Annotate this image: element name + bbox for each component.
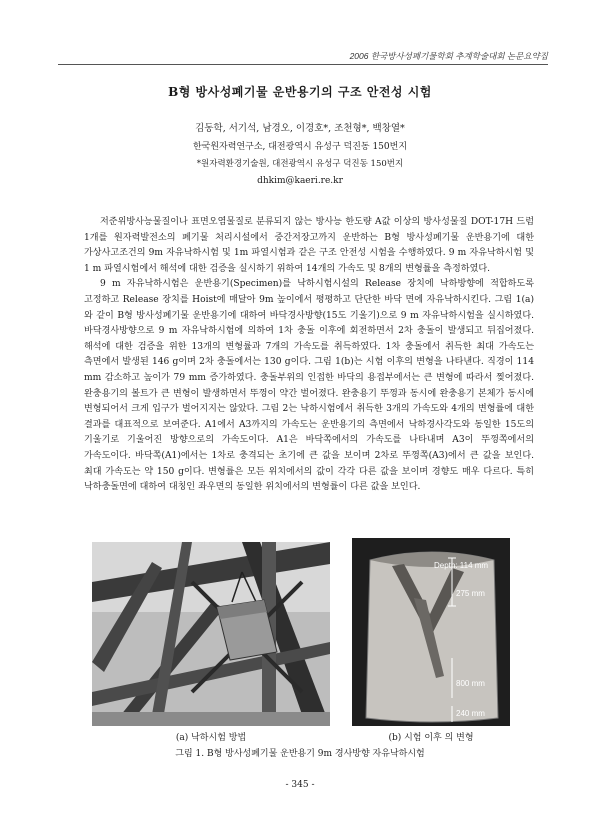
figure-caption-a: (a) 낙하시험 방법 <box>175 733 247 743</box>
deformed-container-illustration <box>352 538 510 726</box>
figure-caption: 그림 1. B형 방사성폐기물 운반용기 9m 경사방향 자유낙하시험 <box>175 749 425 759</box>
contact-email: dhkim@kaeri.re.kr <box>257 176 343 186</box>
depth-annotation: Depth: 114 mm <box>434 561 489 570</box>
affiliation-primary: 한국원자력연구소, 대전광역시 유성구 덕진동 150번지 <box>192 142 408 152</box>
running-header: 2006 한국방사성폐기물학회 추계학술대회 논문요약집 <box>349 51 548 61</box>
author-list: 김동학, 서기석, 남경오, 이경호*, 조천형*, 백창열* <box>195 123 405 134</box>
abstract-body <box>84 215 534 496</box>
drop-test-photo <box>92 542 330 726</box>
dimension-middle-label: 800 mm <box>456 679 485 688</box>
figure-caption-b: (b) 시험 이후 의 변형 <box>388 733 474 743</box>
deformed-container-photo <box>352 538 510 726</box>
dimension-upper-label: 275 mm <box>456 589 485 598</box>
page-number: - 345 - <box>285 780 315 790</box>
paper-title: B형 방사성폐기물 운반용기의 구조 안전성 시험 <box>168 85 432 99</box>
dimension-lower-label: 240 mm <box>456 709 485 718</box>
header-rule <box>58 64 548 65</box>
body-paragraph-1: 저준위방사능물질이나 표면오염물질로 분류되지 않는 방사능 한도량 A값 이상의 방사성물질 DOT-17H 드럼 1개를 원자력발전소의 폐기물 처리시설에서 중간저장고까지 운반하는 B형 방사성폐기물 운반용기에 대한 가상사고조건의 9m 자유낙하시험 및 1m 파열시험과 같은 구조 안전성 시험을 수행하였다. 9 m 자유낙하시험 및 1 m 파열시험에서 해석에 대한 검증을 실시하기 위하여 14개의 가속도 및 8개의 변형률을 측정하였다. <box>84 217 534 274</box>
affiliation-secondary: *원자력환경기술원, 대전광역시 유성구 덕진동 150번지 <box>196 159 404 169</box>
body-paragraph-2: 9 m 자유낙하시험은 운반용기(Specimen)를 낙하시험시설의 Release 장치에 낙하방향에 적합하도록 고정하고 Release 장치를 Hoist에 매달아 9m 높이에서 평평하고 단단한 바닥 면에 자유낙하시킨다. 그림 1(a)와 같이 B형 방사성폐기물 운반용기에 대하여 바닥경사방향(15도 기울기)으로 9 m 자유낙하시험을 실시하였다. 바닥경사방향으로 9 m 자유낙하시험에 의하여 1차 충돌 이후에 회전하면서 2차 충돌이 발생되고 뒤집어졌다. 해석에 대한 검증을 위한 13개의 변형률과 7개의 가속도를 취득하였다. 1차 충돌에서 취득한 최대 가속도는 측면에서 발생된 146 g이며 2차 충돌에서는 130 g이다. 그림 1(b)는 시험 이후의 변형을 나타낸다. 직경이 114 mm 감소하고 높이가 79 mm 증가하였다. 충돌부위의 인접한 바닥의 용접부에서는 큰 변형에 따라서 찢어졌다. 완충용기의 볼트가 큰 변형이 발생하면서 뚜껑이 약간 벌어졌다. 완충용기 뚜껑과 동시에 완충용기 본체가 동시에 변형되어서 크게 입구가 벌어지지는 않았다. 그림 2는 낙하시험에서 취득한 3개의 가속도와 4개의 변형률에 대한 결과를 대표적으로 보여준다. A1에서 A3까지의 가속도는 운반용기의 측면에서 낙하경사각도와 동일한 15도의 기울기로 기울어진 방향으로의 가속도이다. A1은 바닥쪽에서의 가속도를 나타내며 A3이 뚜껑쪽에서의 가속도이다. 바닥쪽(A1)에서는 1차로 충격되는 초기에 큰 값을 보이며 2차로 뚜껑쪽(A3)에서 큰 값을 보인다. 최대 가속도는 약 150 g이다. 변형률은 모든 위치에서의 값이 각각 다른 값을 보이며 경향도 매우 다르다. 특히 낙하충돌면에 대하여 대칭인 좌우면의 동일한 위치에서의 변형률이 다른 값을 보인다. <box>84 279 534 493</box>
drop-test-rig-illustration <box>92 542 330 726</box>
